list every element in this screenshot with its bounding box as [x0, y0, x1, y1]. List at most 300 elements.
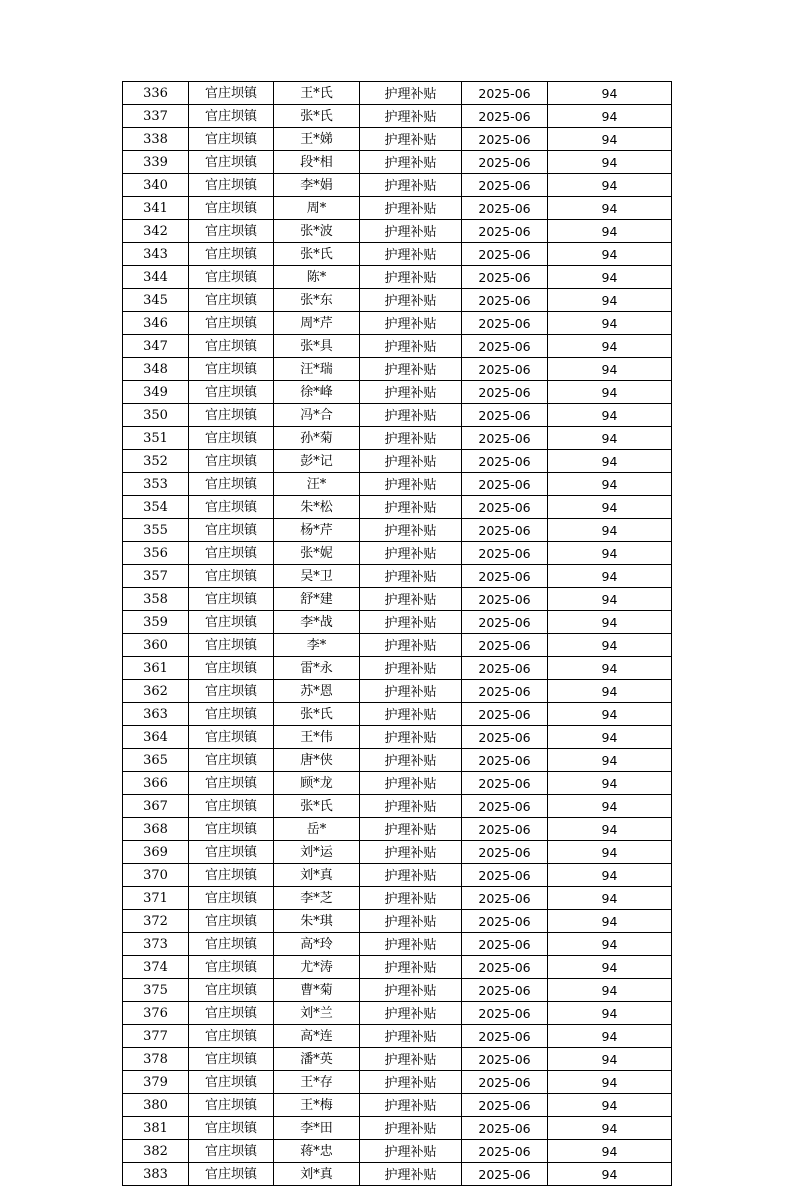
- amount-cell: 94: [548, 818, 672, 841]
- person-name-cell: 陈*: [274, 266, 360, 289]
- subsidy-type-cell: 护理补贴: [360, 795, 462, 818]
- subsidy-type-cell: 护理补贴: [360, 956, 462, 979]
- town-cell: 官庄坝镇: [189, 220, 274, 243]
- serial-number-cell: 364: [123, 726, 189, 749]
- town-cell: 官庄坝镇: [189, 542, 274, 565]
- subsidy-type-cell: 护理补贴: [360, 864, 462, 887]
- subsidy-type-cell: 护理补贴: [360, 726, 462, 749]
- table-row: [123, 1094, 672, 1117]
- table-row: [123, 1071, 672, 1094]
- period-cell: 2025-06: [462, 197, 548, 220]
- subsidy-type-cell: 护理补贴: [360, 519, 462, 542]
- subsidy-type-cell: 护理补贴: [360, 634, 462, 657]
- person-name-cell: 苏*恩: [274, 680, 360, 703]
- person-name-cell: 雷*永: [274, 657, 360, 680]
- amount-cell: 94: [548, 404, 672, 427]
- person-name-cell: 段*相: [274, 151, 360, 174]
- table-row: [123, 82, 672, 105]
- amount-cell: 94: [548, 910, 672, 933]
- period-cell: 2025-06: [462, 312, 548, 335]
- subsidy-type-cell: 护理补贴: [360, 1094, 462, 1117]
- serial-number-cell: 339: [123, 151, 189, 174]
- amount-cell: 94: [548, 611, 672, 634]
- table-row: [123, 335, 672, 358]
- table-row: [123, 289, 672, 312]
- period-cell: 2025-06: [462, 956, 548, 979]
- amount-cell: 94: [548, 680, 672, 703]
- subsidy-type-cell: 护理补贴: [360, 174, 462, 197]
- period-cell: 2025-06: [462, 910, 548, 933]
- period-cell: 2025-06: [462, 634, 548, 657]
- table-row: [123, 1002, 672, 1025]
- person-name-cell: 顾*龙: [274, 772, 360, 795]
- serial-number-cell: 380: [123, 1094, 189, 1117]
- period-cell: 2025-06: [462, 519, 548, 542]
- town-cell: 官庄坝镇: [189, 519, 274, 542]
- person-name-cell: 潘*英: [274, 1048, 360, 1071]
- serial-number-cell: 360: [123, 634, 189, 657]
- amount-cell: 94: [548, 1071, 672, 1094]
- subsidy-type-cell: 护理补贴: [360, 565, 462, 588]
- subsidy-type-cell: 护理补贴: [360, 1071, 462, 1094]
- subsidy-type-cell: 护理补贴: [360, 473, 462, 496]
- amount-cell: 94: [548, 197, 672, 220]
- serial-number-cell: 372: [123, 910, 189, 933]
- table-row: [123, 864, 672, 887]
- period-cell: 2025-06: [462, 933, 548, 956]
- serial-number-cell: 367: [123, 795, 189, 818]
- period-cell: 2025-06: [462, 450, 548, 473]
- table-row: [123, 956, 672, 979]
- amount-cell: 94: [548, 312, 672, 335]
- table-row: [123, 105, 672, 128]
- period-cell: 2025-06: [462, 404, 548, 427]
- subsidy-table-body: [123, 82, 672, 1186]
- town-cell: 官庄坝镇: [189, 1002, 274, 1025]
- table-row: [123, 1048, 672, 1071]
- subsidy-type-cell: 护理补贴: [360, 1163, 462, 1186]
- period-cell: 2025-06: [462, 1117, 548, 1140]
- town-cell: 官庄坝镇: [189, 818, 274, 841]
- person-name-cell: 高*连: [274, 1025, 360, 1048]
- serial-number-cell: 362: [123, 680, 189, 703]
- amount-cell: 94: [548, 1002, 672, 1025]
- table-row: [123, 381, 672, 404]
- person-name-cell: 冯*合: [274, 404, 360, 427]
- town-cell: 官庄坝镇: [189, 1071, 274, 1094]
- period-cell: 2025-06: [462, 703, 548, 726]
- serial-number-cell: 352: [123, 450, 189, 473]
- town-cell: 官庄坝镇: [189, 197, 274, 220]
- subsidy-type-cell: 护理补贴: [360, 335, 462, 358]
- amount-cell: 94: [548, 703, 672, 726]
- person-name-cell: 岳*: [274, 818, 360, 841]
- table-row: [123, 473, 672, 496]
- table-row: [123, 726, 672, 749]
- period-cell: 2025-06: [462, 818, 548, 841]
- town-cell: 官庄坝镇: [189, 427, 274, 450]
- subsidy-type-cell: 护理补贴: [360, 404, 462, 427]
- amount-cell: 94: [548, 82, 672, 105]
- subsidy-type-cell: 护理补贴: [360, 151, 462, 174]
- subsidy-type-cell: 护理补贴: [360, 542, 462, 565]
- amount-cell: 94: [548, 933, 672, 956]
- subsidy-type-cell: 护理补贴: [360, 312, 462, 335]
- serial-number-cell: 357: [123, 565, 189, 588]
- subsidy-type-cell: 护理补贴: [360, 450, 462, 473]
- period-cell: 2025-06: [462, 542, 548, 565]
- period-cell: 2025-06: [462, 128, 548, 151]
- town-cell: 官庄坝镇: [189, 657, 274, 680]
- table-row: [123, 312, 672, 335]
- serial-number-cell: 351: [123, 427, 189, 450]
- table-row: [123, 749, 672, 772]
- table-row: [123, 588, 672, 611]
- subsidy-type-cell: 护理补贴: [360, 772, 462, 795]
- person-name-cell: 李*田: [274, 1117, 360, 1140]
- period-cell: 2025-06: [462, 82, 548, 105]
- subsidy-type-cell: 护理补贴: [360, 128, 462, 151]
- table-row: [123, 174, 672, 197]
- person-name-cell: 尤*涛: [274, 956, 360, 979]
- subsidy-type-cell: 护理补贴: [360, 381, 462, 404]
- town-cell: 官庄坝镇: [189, 358, 274, 381]
- amount-cell: 94: [548, 381, 672, 404]
- table-row: [123, 519, 672, 542]
- person-name-cell: 李*芝: [274, 887, 360, 910]
- person-name-cell: 周*芹: [274, 312, 360, 335]
- person-name-cell: 张*氏: [274, 243, 360, 266]
- person-name-cell: 吴*卫: [274, 565, 360, 588]
- subsidy-type-cell: 护理补贴: [360, 266, 462, 289]
- amount-cell: 94: [548, 841, 672, 864]
- serial-number-cell: 376: [123, 1002, 189, 1025]
- person-name-cell: 张*东: [274, 289, 360, 312]
- person-name-cell: 刘*运: [274, 841, 360, 864]
- person-name-cell: 蒋*忠: [274, 1140, 360, 1163]
- serial-number-cell: 366: [123, 772, 189, 795]
- subsidy-type-cell: 护理补贴: [360, 1048, 462, 1071]
- town-cell: 官庄坝镇: [189, 266, 274, 289]
- serial-number-cell: 336: [123, 82, 189, 105]
- amount-cell: 94: [548, 565, 672, 588]
- table-row: [123, 887, 672, 910]
- subsidy-type-cell: 护理补贴: [360, 611, 462, 634]
- amount-cell: 94: [548, 795, 672, 818]
- amount-cell: 94: [548, 772, 672, 795]
- person-name-cell: 刘*真: [274, 1163, 360, 1186]
- amount-cell: 94: [548, 128, 672, 151]
- town-cell: 官庄坝镇: [189, 381, 274, 404]
- amount-cell: 94: [548, 634, 672, 657]
- town-cell: 官庄坝镇: [189, 1025, 274, 1048]
- table-row: [123, 427, 672, 450]
- subsidy-type-cell: 护理补贴: [360, 749, 462, 772]
- person-name-cell: 王*伟: [274, 726, 360, 749]
- serial-number-cell: 359: [123, 611, 189, 634]
- table-row: [123, 979, 672, 1002]
- table-row: [123, 1117, 672, 1140]
- serial-number-cell: 370: [123, 864, 189, 887]
- table-row: [123, 565, 672, 588]
- period-cell: 2025-06: [462, 427, 548, 450]
- period-cell: 2025-06: [462, 381, 548, 404]
- person-name-cell: 朱*琪: [274, 910, 360, 933]
- serial-number-cell: 356: [123, 542, 189, 565]
- serial-number-cell: 374: [123, 956, 189, 979]
- period-cell: 2025-06: [462, 1094, 548, 1117]
- subsidy-type-cell: 护理补贴: [360, 588, 462, 611]
- period-cell: 2025-06: [462, 1048, 548, 1071]
- period-cell: 2025-06: [462, 496, 548, 519]
- town-cell: 官庄坝镇: [189, 496, 274, 519]
- person-name-cell: 张*氏: [274, 703, 360, 726]
- serial-number-cell: 350: [123, 404, 189, 427]
- town-cell: 官庄坝镇: [189, 979, 274, 1002]
- subsidy-type-cell: 护理补贴: [360, 243, 462, 266]
- person-name-cell: 李*战: [274, 611, 360, 634]
- town-cell: 官庄坝镇: [189, 335, 274, 358]
- table-row: [123, 680, 672, 703]
- period-cell: 2025-06: [462, 174, 548, 197]
- table-row: [123, 795, 672, 818]
- period-cell: 2025-06: [462, 864, 548, 887]
- subsidy-type-cell: 护理补贴: [360, 1117, 462, 1140]
- period-cell: 2025-06: [462, 772, 548, 795]
- period-cell: 2025-06: [462, 289, 548, 312]
- subsidy-type-cell: 护理补贴: [360, 680, 462, 703]
- subsidy-type-cell: 护理补贴: [360, 1025, 462, 1048]
- period-cell: 2025-06: [462, 105, 548, 128]
- serial-number-cell: 338: [123, 128, 189, 151]
- table-row: [123, 634, 672, 657]
- person-name-cell: 舒*建: [274, 588, 360, 611]
- serial-number-cell: 383: [123, 1163, 189, 1186]
- town-cell: 官庄坝镇: [189, 680, 274, 703]
- serial-number-cell: 363: [123, 703, 189, 726]
- subsidy-type-cell: 护理补贴: [360, 703, 462, 726]
- person-name-cell: 曹*菊: [274, 979, 360, 1002]
- person-name-cell: 孙*菊: [274, 427, 360, 450]
- town-cell: 官庄坝镇: [189, 82, 274, 105]
- table-row: [123, 128, 672, 151]
- period-cell: 2025-06: [462, 1071, 548, 1094]
- serial-number-cell: 361: [123, 657, 189, 680]
- period-cell: 2025-06: [462, 795, 548, 818]
- amount-cell: 94: [548, 979, 672, 1002]
- subsidy-table: [122, 81, 672, 1186]
- town-cell: 官庄坝镇: [189, 910, 274, 933]
- town-cell: 官庄坝镇: [189, 312, 274, 335]
- amount-cell: 94: [548, 358, 672, 381]
- serial-number-cell: 373: [123, 933, 189, 956]
- person-name-cell: 王*梅: [274, 1094, 360, 1117]
- town-cell: 官庄坝镇: [189, 473, 274, 496]
- town-cell: 官庄坝镇: [189, 243, 274, 266]
- person-name-cell: 王*娣: [274, 128, 360, 151]
- person-name-cell: 杨*芹: [274, 519, 360, 542]
- serial-number-cell: 377: [123, 1025, 189, 1048]
- amount-cell: 94: [548, 864, 672, 887]
- amount-cell: 94: [548, 542, 672, 565]
- amount-cell: 94: [548, 519, 672, 542]
- period-cell: 2025-06: [462, 749, 548, 772]
- person-name-cell: 刘*真: [274, 864, 360, 887]
- table-row: [123, 910, 672, 933]
- person-name-cell: 汪*: [274, 473, 360, 496]
- town-cell: 官庄坝镇: [189, 105, 274, 128]
- person-name-cell: 李*娟: [274, 174, 360, 197]
- serial-number-cell: 348: [123, 358, 189, 381]
- subsidy-type-cell: 护理补贴: [360, 197, 462, 220]
- person-name-cell: 彭*记: [274, 450, 360, 473]
- town-cell: 官庄坝镇: [189, 174, 274, 197]
- town-cell: 官庄坝镇: [189, 1048, 274, 1071]
- period-cell: 2025-06: [462, 979, 548, 1002]
- period-cell: 2025-06: [462, 887, 548, 910]
- town-cell: 官庄坝镇: [189, 1094, 274, 1117]
- town-cell: 官庄坝镇: [189, 588, 274, 611]
- subsidy-type-cell: 护理补贴: [360, 105, 462, 128]
- serial-number-cell: 369: [123, 841, 189, 864]
- amount-cell: 94: [548, 496, 672, 519]
- town-cell: 官庄坝镇: [189, 1140, 274, 1163]
- amount-cell: 94: [548, 473, 672, 496]
- amount-cell: 94: [548, 1094, 672, 1117]
- subsidy-type-cell: 护理补贴: [360, 220, 462, 243]
- period-cell: 2025-06: [462, 680, 548, 703]
- person-name-cell: 张*氏: [274, 105, 360, 128]
- period-cell: 2025-06: [462, 726, 548, 749]
- table-row: [123, 841, 672, 864]
- period-cell: 2025-06: [462, 335, 548, 358]
- person-name-cell: 王*存: [274, 1071, 360, 1094]
- town-cell: 官庄坝镇: [189, 749, 274, 772]
- person-name-cell: 刘*兰: [274, 1002, 360, 1025]
- amount-cell: 94: [548, 335, 672, 358]
- town-cell: 官庄坝镇: [189, 864, 274, 887]
- table-row: [123, 542, 672, 565]
- subsidy-type-cell: 护理补贴: [360, 979, 462, 1002]
- serial-number-cell: 347: [123, 335, 189, 358]
- town-cell: 官庄坝镇: [189, 1163, 274, 1186]
- subsidy-type-cell: 护理补贴: [360, 910, 462, 933]
- table-row: [123, 151, 672, 174]
- town-cell: 官庄坝镇: [189, 289, 274, 312]
- subsidy-type-cell: 护理补贴: [360, 82, 462, 105]
- table-row: [123, 450, 672, 473]
- serial-number-cell: 341: [123, 197, 189, 220]
- town-cell: 官庄坝镇: [189, 565, 274, 588]
- person-name-cell: 张*波: [274, 220, 360, 243]
- amount-cell: 94: [548, 174, 672, 197]
- person-name-cell: 高*玲: [274, 933, 360, 956]
- period-cell: 2025-06: [462, 1002, 548, 1025]
- town-cell: 官庄坝镇: [189, 841, 274, 864]
- subsidy-type-cell: 护理补贴: [360, 657, 462, 680]
- amount-cell: 94: [548, 588, 672, 611]
- amount-cell: 94: [548, 1025, 672, 1048]
- town-cell: 官庄坝镇: [189, 933, 274, 956]
- serial-number-cell: 382: [123, 1140, 189, 1163]
- serial-number-cell: 342: [123, 220, 189, 243]
- serial-number-cell: 355: [123, 519, 189, 542]
- person-name-cell: 唐*侠: [274, 749, 360, 772]
- town-cell: 官庄坝镇: [189, 128, 274, 151]
- period-cell: 2025-06: [462, 243, 548, 266]
- serial-number-cell: 343: [123, 243, 189, 266]
- table-row: [123, 1025, 672, 1048]
- amount-cell: 94: [548, 105, 672, 128]
- serial-number-cell: 371: [123, 887, 189, 910]
- amount-cell: 94: [548, 151, 672, 174]
- serial-number-cell: 353: [123, 473, 189, 496]
- serial-number-cell: 381: [123, 1117, 189, 1140]
- serial-number-cell: 365: [123, 749, 189, 772]
- amount-cell: 94: [548, 726, 672, 749]
- serial-number-cell: 354: [123, 496, 189, 519]
- subsidy-type-cell: 护理补贴: [360, 818, 462, 841]
- table-row: [123, 818, 672, 841]
- amount-cell: 94: [548, 289, 672, 312]
- amount-cell: 94: [548, 266, 672, 289]
- period-cell: 2025-06: [462, 1140, 548, 1163]
- person-name-cell: 张*妮: [274, 542, 360, 565]
- amount-cell: 94: [548, 1048, 672, 1071]
- serial-number-cell: 378: [123, 1048, 189, 1071]
- period-cell: 2025-06: [462, 1163, 548, 1186]
- table-row: [123, 1163, 672, 1186]
- amount-cell: 94: [548, 657, 672, 680]
- amount-cell: 94: [548, 887, 672, 910]
- town-cell: 官庄坝镇: [189, 634, 274, 657]
- table-row: [123, 703, 672, 726]
- period-cell: 2025-06: [462, 220, 548, 243]
- table-row: [123, 933, 672, 956]
- subsidy-type-cell: 护理补贴: [360, 841, 462, 864]
- period-cell: 2025-06: [462, 841, 548, 864]
- amount-cell: 94: [548, 450, 672, 473]
- subsidy-type-cell: 护理补贴: [360, 933, 462, 956]
- table-row: [123, 1140, 672, 1163]
- subsidy-type-cell: 护理补贴: [360, 887, 462, 910]
- serial-number-cell: 375: [123, 979, 189, 1002]
- subsidy-type-cell: 护理补贴: [360, 1002, 462, 1025]
- period-cell: 2025-06: [462, 565, 548, 588]
- amount-cell: 94: [548, 1117, 672, 1140]
- table-row: [123, 220, 672, 243]
- subsidy-type-cell: 护理补贴: [360, 1140, 462, 1163]
- table-row: [123, 358, 672, 381]
- person-name-cell: 朱*松: [274, 496, 360, 519]
- town-cell: 官庄坝镇: [189, 703, 274, 726]
- serial-number-cell: 337: [123, 105, 189, 128]
- period-cell: 2025-06: [462, 1025, 548, 1048]
- town-cell: 官庄坝镇: [189, 887, 274, 910]
- person-name-cell: 王*氏: [274, 82, 360, 105]
- table-row: [123, 657, 672, 680]
- town-cell: 官庄坝镇: [189, 772, 274, 795]
- amount-cell: 94: [548, 749, 672, 772]
- table-row: [123, 772, 672, 795]
- amount-cell: 94: [548, 956, 672, 979]
- person-name-cell: 徐*峰: [274, 381, 360, 404]
- subsidy-type-cell: 护理补贴: [360, 496, 462, 519]
- person-name-cell: 李*: [274, 634, 360, 657]
- table-row: [123, 404, 672, 427]
- town-cell: 官庄坝镇: [189, 795, 274, 818]
- serial-number-cell: 340: [123, 174, 189, 197]
